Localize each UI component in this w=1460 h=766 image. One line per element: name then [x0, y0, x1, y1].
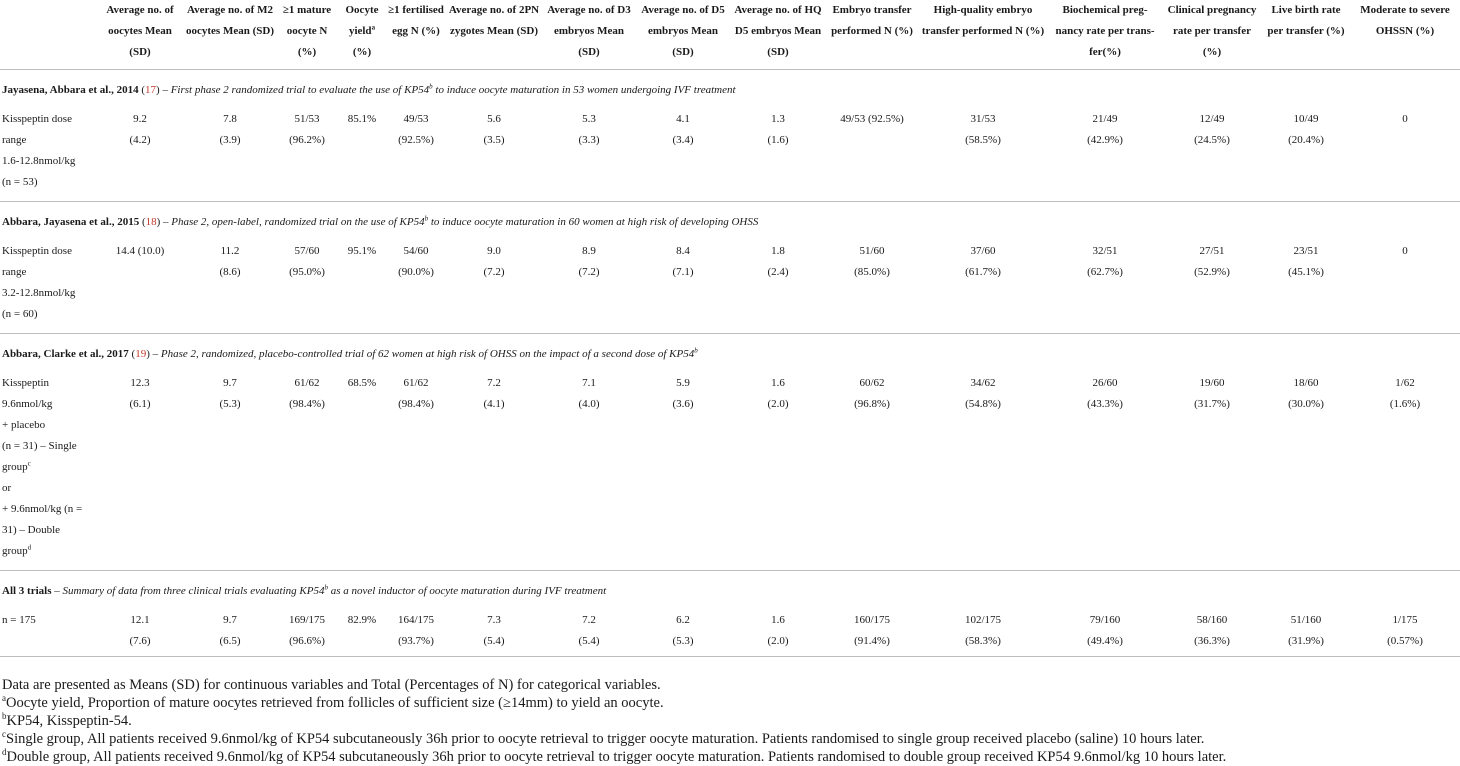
cell-value: 26/60	[1092, 377, 1118, 389]
table-cell	[730, 610, 826, 657]
row-label-line: 3.2-12.8nmol/kg	[2, 287, 76, 299]
table-cell	[542, 373, 636, 571]
cell-value: (49.4%)	[1087, 635, 1123, 647]
row-label-line: or	[2, 482, 12, 494]
section-header: Abbara, Clarke et al., 2017 (19) – Phase 2, randomized, placebo-controlled trial of 62 women at high risk of OHSS on the impact of a second dose of KP54$^b$	[0, 334, 1460, 374]
cell-value: (54.8%)	[965, 398, 1001, 410]
study-description-text: to induce oocyte maturation in 60 women at high risk of developing OHSS	[430, 216, 759, 228]
cell-value: 14.4 (10.0)	[115, 245, 165, 257]
cell-value: 6.2	[676, 614, 690, 626]
cell-value: (5.3)	[219, 398, 241, 410]
cell-value: 7.2	[582, 614, 596, 626]
cell-value: (52.9%)	[1194, 266, 1230, 278]
footnote-text: Oocyte yield, Proportion of mature oocytes retrieved from follicles of sufficient size (≥14mm) to yield an oocyte.	[6, 695, 664, 711]
row-label-line: 31) – Double	[2, 524, 61, 536]
cell-value: (5.3)	[672, 635, 694, 647]
footnote-marker: c	[2, 729, 6, 740]
table-cell	[96, 241, 184, 334]
row-label-line: range	[2, 134, 27, 146]
cell-value: (96.8%)	[854, 398, 890, 410]
cell-value: (62.7%)	[1087, 266, 1123, 278]
section-header-row	[0, 70, 1460, 110]
row-label-line: Kisspeptin	[2, 377, 50, 389]
cell-value: 95.1%	[347, 245, 377, 257]
table-cell	[386, 373, 446, 571]
row-label-line: 1.6-12.8nmol/kg	[2, 155, 76, 167]
cell-value: 1/62	[1395, 377, 1415, 389]
study-authors: All 3 trials	[2, 585, 52, 597]
table-cell	[338, 109, 386, 202]
column-header: Clinical pregnancy rate per transfer (%)	[1167, 4, 1257, 58]
cell-value: 49/53 (92.5%)	[840, 113, 904, 125]
column-header-unit: (%)	[352, 46, 372, 58]
cell-value: 32/51	[1092, 245, 1118, 257]
footnote-text: Double group, All patients received 9.6nmol/kg of KP54 subcutaneously 36h prior to oocyte retrieval to trigger oocyte maturation. Patients randomised to double group received KP54 9.6nmol/kg 10 hours later.	[6, 749, 1227, 765]
cell-value: (5.4)	[578, 635, 600, 647]
row-label	[0, 610, 96, 657]
cell-value: (95.0%)	[289, 266, 325, 278]
table-cell	[184, 241, 276, 334]
study-authors: Abbara, Jayasena et al., 2015	[2, 216, 140, 228]
cell-value: 60/62	[859, 377, 885, 389]
reference-link: 18	[145, 216, 157, 228]
row-label-line: (n = 60)	[2, 308, 38, 320]
cell-value: 18/60	[1293, 377, 1319, 389]
cell-value: (7.2)	[483, 266, 505, 278]
cell-value: 85.1%	[347, 113, 377, 125]
table-row	[0, 610, 1460, 657]
row-label-line: group	[2, 545, 28, 557]
cell-value: 57/60	[294, 245, 320, 257]
footnote-marker: b	[324, 583, 328, 592]
table-cell	[918, 610, 1048, 657]
footnote	[2, 730, 1226, 748]
cell-value: (2.0)	[767, 398, 789, 410]
cell-value: 1.6	[771, 614, 785, 626]
table-footnotes	[2, 676, 1226, 766]
cell-value: 1/175	[1392, 614, 1418, 626]
study-description	[63, 585, 607, 597]
table-cell	[184, 109, 276, 202]
table-header-row	[0, 0, 1460, 70]
cell-value: 27/51	[1199, 245, 1225, 257]
cell-value: 9.7	[223, 614, 237, 626]
cell-value: 102/175	[964, 614, 1002, 626]
section-header-row	[0, 571, 1460, 611]
cell-value: (5.4)	[483, 635, 505, 647]
table-cell	[826, 610, 918, 657]
cell-value: 7.2	[487, 377, 501, 389]
table-cell	[338, 241, 386, 334]
cell-value: (93.7%)	[398, 635, 434, 647]
cell-value: 34/62	[970, 377, 996, 389]
cell-value: 61/62	[403, 377, 429, 389]
section-header	[0, 571, 1460, 611]
table-cell	[542, 241, 636, 334]
cell-value: 58/160	[1196, 614, 1228, 626]
footnote-marker: c	[27, 459, 31, 468]
cell-value: 1.6	[771, 377, 785, 389]
study-description-text: as a novel inductor of oocyte maturation during IVF treatment	[330, 585, 607, 597]
cell-value: 51/53	[294, 113, 320, 125]
cell-value: 51/160	[1290, 614, 1322, 626]
column-header	[0, 0, 96, 70]
cell-value: (42.9%)	[1087, 134, 1123, 146]
cell-value: 12.3	[130, 377, 150, 389]
cell-value: (4.1)	[483, 398, 505, 410]
cell-value: (3.3)	[578, 134, 600, 146]
table-cell	[730, 109, 826, 202]
table-cell	[386, 241, 446, 334]
table-cell	[730, 241, 826, 334]
table-cell	[1048, 241, 1162, 334]
cell-value: (2.0)	[767, 635, 789, 647]
cell-value: 11.2	[220, 245, 240, 257]
table-cell	[96, 373, 184, 571]
study-authors: Jayasena, Abbara et al., 2014	[2, 84, 139, 96]
footnote-marker: d	[2, 747, 7, 758]
column-header-label: Oocyte yield	[345, 4, 379, 37]
study-description	[171, 84, 736, 96]
row-label	[0, 373, 96, 571]
row-label-line: (n = 31) – Single	[2, 440, 77, 452]
cell-value: 23/51	[1293, 245, 1319, 257]
cell-value: 9.2	[133, 113, 147, 125]
row-label-line: n = 175	[2, 614, 36, 626]
table-cell	[338, 373, 386, 571]
cell-value: (8.6)	[219, 266, 241, 278]
cell-value: (7.1)	[672, 266, 694, 278]
column-header: Average no. of D3 embryos Mean (SD)	[547, 4, 631, 58]
table-cell	[1162, 610, 1262, 657]
cell-value: 1.3	[771, 113, 785, 125]
column-header: Average no. of M2 oocytes Mean (SD)	[186, 4, 274, 37]
table-cell	[826, 109, 918, 202]
table-cell	[184, 373, 276, 571]
study-authors: Abbara, Clarke et al., 2017	[2, 348, 129, 360]
cell-value: 61/62	[294, 377, 320, 389]
cell-value: 9.0	[487, 245, 501, 257]
cell-value: 9.7	[223, 377, 237, 389]
table-cell	[1350, 241, 1460, 334]
table-cell	[918, 373, 1048, 571]
footnote	[2, 748, 1226, 766]
cell-value: (31.7%)	[1194, 398, 1230, 410]
cell-value: 5.3	[582, 113, 596, 125]
cell-value: (6.5)	[219, 635, 241, 647]
table-cell	[918, 109, 1048, 202]
table-cell	[636, 373, 730, 571]
row-label-line: Kisspeptin dose	[2, 113, 72, 125]
cell-value: (0.57%)	[1387, 635, 1423, 647]
section-dash: –	[163, 216, 169, 228]
cell-value: (58.5%)	[965, 134, 1001, 146]
cell-value: 82.9%	[347, 614, 377, 626]
table-cell	[1162, 373, 1262, 571]
table-cell	[1262, 109, 1350, 202]
row-label-line: Kisspeptin dose	[2, 245, 72, 257]
cell-value: (96.6%)	[289, 635, 325, 647]
footnote-marker: b	[429, 82, 433, 91]
cell-value: 8.9	[582, 245, 596, 257]
cell-value: 0	[1402, 113, 1408, 125]
table-cell	[446, 241, 542, 334]
column-header: ≥1 fertilised egg N (%)	[388, 4, 444, 37]
cell-value: (3.9)	[219, 134, 241, 146]
cell-value: (45.1%)	[1288, 266, 1324, 278]
footnote-text: Single group, All patients received 9.6nmol/kg of KP54 subcutaneously 36h prior to oocyte retrieval to trigger oocyte maturation. Patients randomised to single group received placebo (saline) 10 hours later.	[6, 731, 1205, 747]
column-header-oocyte-yield	[338, 0, 386, 70]
footnote-text: Data are presented as Means (SD) for continuous variables and Total (Percentages of N) for categorical variables.	[2, 677, 661, 693]
table-cell	[1162, 241, 1262, 334]
column-header: ≥1 mature oocyte N (%)	[282, 4, 332, 58]
table-cell	[1048, 373, 1162, 571]
cell-value: (3.4)	[672, 134, 694, 146]
table-cell	[1350, 109, 1460, 202]
table-cell	[386, 109, 446, 202]
row-label-line: 9.6nmol/kg	[2, 398, 53, 410]
cell-value: 68.5%	[347, 377, 377, 389]
footnote-marker: a	[2, 693, 6, 704]
cell-value: 21/49	[1092, 113, 1118, 125]
cell-value: 37/60	[970, 245, 996, 257]
table-row	[0, 241, 1460, 334]
row-label-line: + 9.6nmol/kg (n =	[2, 503, 83, 515]
cell-value: 12/49	[1199, 113, 1225, 125]
table-cell	[1262, 241, 1350, 334]
row-label-line: group	[2, 461, 28, 473]
cell-value: 5.9	[676, 377, 690, 389]
cell-value: 12.1	[130, 614, 150, 626]
cell-value: (20.4%)	[1288, 134, 1324, 146]
cell-value: (1.6)	[767, 134, 789, 146]
footnote-marker: b	[2, 711, 7, 722]
study-description	[171, 216, 758, 228]
table-cell	[1048, 610, 1162, 657]
section-header: Jayasena, Abbara et al., 2014 (17) – First phase 2 randomized trial to evaluate the use of KP54$^b$ to induce oocyte maturation in 53 women undergoing IVF treatment	[0, 70, 1460, 110]
section-dash: –	[54, 585, 60, 597]
column-header: Biochemical preg-nancy rate per trans-fer(%)	[1055, 4, 1155, 58]
cell-value: 4.1	[676, 113, 690, 125]
cell-value: (30.0%)	[1288, 398, 1324, 410]
study-description	[161, 348, 698, 360]
table-cell	[636, 241, 730, 334]
cell-value: 1.8	[771, 245, 785, 257]
cell-value: 164/175	[397, 614, 435, 626]
row-label	[0, 241, 96, 334]
table-cell	[542, 109, 636, 202]
cell-value: 31/53	[970, 113, 996, 125]
footnote-marker: a	[371, 23, 376, 32]
cell-value: 49/53	[403, 113, 429, 125]
footnote	[2, 712, 1226, 730]
row-label-line: range	[2, 266, 27, 278]
cell-value: (31.9%)	[1288, 635, 1324, 647]
cell-value: 54/60	[403, 245, 429, 257]
footnote	[2, 676, 1226, 694]
table-cell	[636, 610, 730, 657]
table-cell	[96, 610, 184, 657]
table-row	[0, 373, 1460, 571]
cell-value: 19/60	[1199, 377, 1225, 389]
row-label-line: + placebo	[2, 419, 46, 431]
column-header: High-quality embryo transfer performed N (%)	[921, 4, 1045, 37]
cell-value: 5.6	[487, 113, 501, 125]
row-label-line: (n = 53)	[2, 176, 38, 188]
table-cell	[338, 610, 386, 657]
study-description-text: Phase 2, open-label, randomized trial on the use of KP54	[171, 216, 425, 228]
table-row	[0, 109, 1460, 202]
cell-value: (90.0%)	[398, 266, 434, 278]
cell-value: 160/175	[853, 614, 891, 626]
cell-value: 0	[1402, 245, 1408, 257]
table-cell	[826, 241, 918, 334]
table-cell	[276, 241, 338, 334]
table-cell	[1162, 109, 1262, 202]
column-header: Average no. of D5 embryos Mean (SD)	[641, 4, 725, 58]
footnote-marker: d	[27, 543, 32, 552]
cell-value: 8.4	[676, 245, 690, 257]
cell-value: 169/175	[288, 614, 326, 626]
table-cell	[276, 109, 338, 202]
cell-value: (61.7%)	[965, 266, 1001, 278]
study-description-text: First phase 2 randomized trial to evaluate the use of KP54	[170, 84, 430, 96]
section-header: Abbara, Jayasena et al., 2015 (18) – Phase 2, open-label, randomized trial on the use of KP54$^b$ to induce oocyte maturation in 60 women at high risk of developing OHSS	[0, 202, 1460, 242]
footnote-marker: b	[694, 346, 698, 355]
table-cell	[96, 109, 184, 202]
column-header: Average no. of oocytes Mean (SD)	[106, 4, 174, 58]
table-body	[0, 70, 1460, 657]
section-dash: –	[162, 84, 168, 96]
table-cell	[276, 373, 338, 571]
footnote-text: KP54, Kisspeptin-54.	[6, 713, 132, 729]
table-cell	[730, 373, 826, 571]
reference-link: 17	[145, 84, 157, 96]
table-cell	[1350, 610, 1460, 657]
table-cell	[276, 610, 338, 657]
cell-value: 51/60	[859, 245, 885, 257]
column-header: Moderate to severe OHSSN (%)	[1360, 4, 1450, 37]
table-cell	[918, 241, 1048, 334]
table-cell	[1350, 373, 1460, 571]
cell-value: (91.4%)	[854, 635, 890, 647]
table-cell	[542, 610, 636, 657]
column-header: Embryo transfer performed N (%)	[831, 4, 913, 37]
cell-value: (4.0)	[578, 398, 600, 410]
table-cell	[446, 373, 542, 571]
cell-value: (92.5%)	[398, 134, 434, 146]
row-label	[0, 109, 96, 202]
cell-value: (96.2%)	[289, 134, 325, 146]
table-cell	[826, 373, 918, 571]
cell-value: (7.2)	[578, 266, 600, 278]
cell-value: (3.6)	[672, 398, 694, 410]
cell-value: (98.4%)	[398, 398, 434, 410]
reference-link: 19	[135, 348, 147, 360]
cell-value: (58.3%)	[965, 635, 1001, 647]
cell-value: (6.1)	[129, 398, 151, 410]
cell-value: (3.5)	[483, 134, 505, 146]
table-cell	[1048, 109, 1162, 202]
cell-value: (98.4%)	[289, 398, 325, 410]
cell-value: (85.0%)	[854, 266, 890, 278]
table-cell	[446, 610, 542, 657]
cell-value: 7.3	[487, 614, 501, 626]
table-cell	[446, 109, 542, 202]
study-description-text: to induce oocyte maturation in 53 women undergoing IVF treatment	[435, 84, 736, 96]
cell-value: (36.3%)	[1194, 635, 1230, 647]
cell-value: (2.4)	[767, 266, 789, 278]
table-cell	[1262, 373, 1350, 571]
cell-value: 7.1	[582, 377, 596, 389]
cell-value: (24.5%)	[1194, 134, 1230, 146]
cell-value: 79/160	[1089, 614, 1121, 626]
cell-value: (4.2)	[129, 134, 151, 146]
table-cell	[386, 610, 446, 657]
cell-value: 10/49	[1293, 113, 1319, 125]
cell-value: (7.6)	[129, 635, 151, 647]
cell-value: 7.8	[223, 113, 237, 125]
table-cell	[1262, 610, 1350, 657]
study-description-text: Summary of data from three clinical trials evaluating KP54	[62, 585, 325, 597]
footnote	[2, 694, 1226, 712]
cell-value: (1.6%)	[1389, 398, 1421, 410]
column-header: Average no. of HQ D5 embryos Mean (SD)	[734, 4, 822, 58]
section-header-row	[0, 202, 1460, 242]
footnote-marker: b	[424, 214, 429, 223]
column-header: Average no. of 2PN zygotes Mean (SD)	[448, 4, 540, 37]
table-cell	[184, 610, 276, 657]
section-header-row	[0, 334, 1460, 374]
section-dash: –	[152, 348, 159, 360]
table-cell	[636, 109, 730, 202]
study-description-text: Phase 2, randomized, placebo-controlled trial of 62 women at high risk of OHSS on the impact of a second dose of KP54	[160, 348, 695, 360]
column-header: Live birth rate per transfer (%)	[1267, 4, 1345, 37]
cell-value: (43.3%)	[1087, 398, 1123, 410]
